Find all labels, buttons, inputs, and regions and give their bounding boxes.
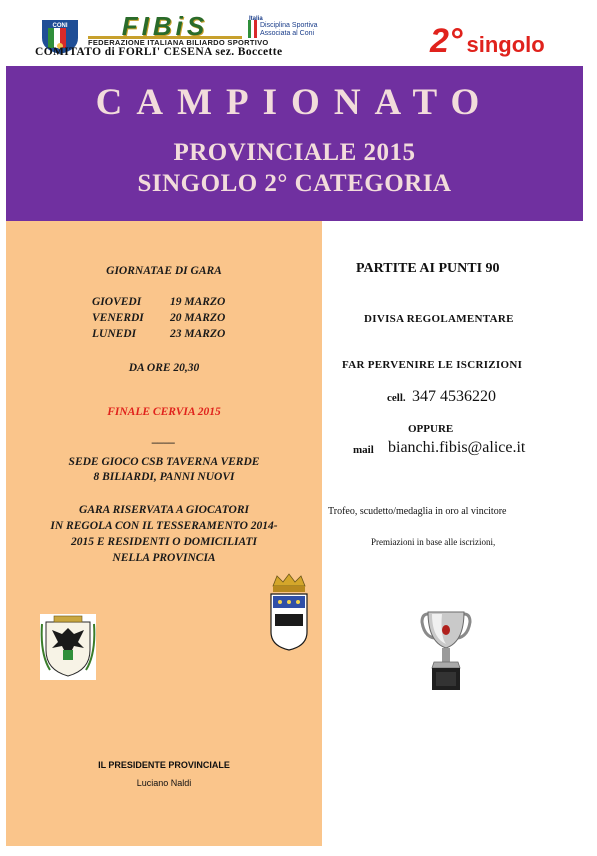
crowned-coat-of-arms-icon <box>267 572 311 652</box>
giornate-heading: GIORNATAE DI GARA <box>106 265 222 277</box>
sede-gioco-text: SEDE GIOCO CSB TAVERNA VERDE <box>68 456 260 468</box>
gara-riservata-line-3: 2015 E RESIDENTI O DOMICILIATI <box>71 536 257 548</box>
banner-title: CAMPIONATO <box>95 82 494 123</box>
left-info-column <box>6 221 322 846</box>
mail-label: mail <box>353 444 374 456</box>
comitato-title: COMITATO di FORLI' CESENA sez. Boccette <box>35 46 283 58</box>
date-day-2: VENERDI <box>92 312 144 324</box>
coni-italia-label: Italia <box>249 16 263 22</box>
biliardi-text: 8 BILIARDI, PANNI NUOVI <box>93 471 235 483</box>
presidente-label: IL PRESIDENTE PROVINCIALE <box>98 760 230 770</box>
iscrizioni-text: FAR PERVENIRE LE ISCRIZIONI <box>342 359 523 371</box>
coni-disciplina-text: Disciplina Sportiva <box>260 22 318 29</box>
date-value-1: 19 MARZO <box>170 296 226 308</box>
gara-riservata-line-1: GARA RISERVATA A GIOCATORI <box>79 504 249 516</box>
partite-text: PARTITE AI PUNTI 90 <box>356 261 500 276</box>
premiazioni-text: Premiazioni in base alle iscrizioni, <box>371 537 496 547</box>
eagle-coat-of-arms-icon <box>40 614 96 680</box>
svg-text:CONI: CONI <box>52 23 68 29</box>
cell-label: cell. <box>387 392 406 404</box>
category-word: singolo <box>466 32 545 57</box>
banner-subtitle-provinciale: PROVINCIALE 2015 <box>173 139 416 166</box>
gara-riservata-line-4: NELLA PROVINCIA <box>112 552 216 564</box>
date-value-3: 23 MARZO <box>170 328 226 340</box>
oppure-text: OPPURE <box>408 423 454 435</box>
mail-address[interactable]: bianchi.fibis@alice.it <box>388 439 526 456</box>
banner-subtitle-categoria: SINGOLO 2° CATEGORIA <box>137 170 452 197</box>
orario-text: DA ORE 20,30 <box>128 362 200 374</box>
divisa-text: DIVISA REGOLAMENTARE <box>364 313 514 325</box>
coni-associata-text: Associata al Coni <box>260 30 315 37</box>
separator-line: ____ <box>152 433 176 445</box>
date-value-2: 20 MARZO <box>170 312 226 324</box>
date-day-1: GIOVEDI <box>92 296 142 308</box>
gara-riservata-line-2: IN REGOLA CON IL TESSERAMENTO 2014- <box>50 520 278 532</box>
trophy-icon <box>418 608 474 694</box>
cell-number: 347 4536220 <box>412 388 496 405</box>
category-number: 2° <box>430 22 463 60</box>
trofeo-text: Trofeo, scudetto/medaglia in oro al vincitore <box>328 506 507 517</box>
presidente-name: Luciano Naldi <box>136 778 192 788</box>
fibis-logo-text: FIBiS <box>121 11 209 41</box>
federazione-text: FEDERAZIONE ITALIANA BILIARDO SPORTIVO <box>88 38 269 47</box>
finale-text: FINALE CERVIA 2015 <box>107 406 221 418</box>
date-day-3: LUNEDI <box>92 328 137 340</box>
category-badge <box>430 22 545 61</box>
